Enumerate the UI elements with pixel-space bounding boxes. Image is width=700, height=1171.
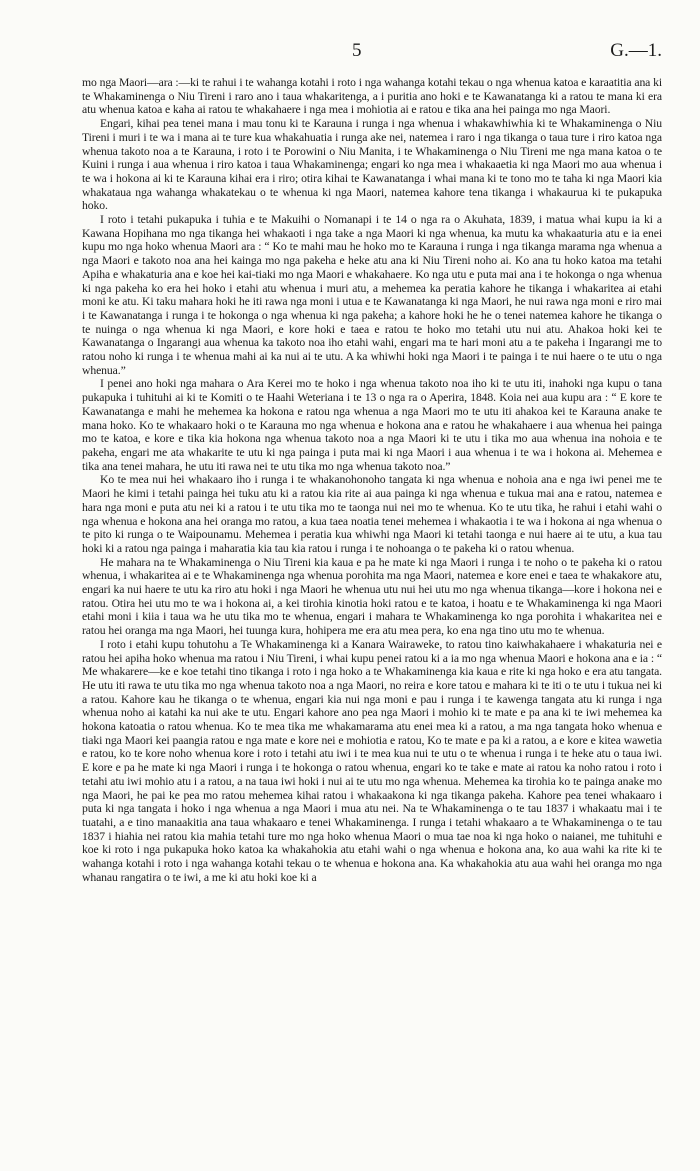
- page-header: [82, 36, 662, 76]
- body-text: [82, 76, 662, 884]
- paragraph: Ko te mea nui hei whakaaro iho i runga i te whakanohonoho tangata ki nga whenua e nohoia ana e nga iwi penei me te Maori he kimi i tetahi painga hei tuku atu ki a ratou kia rite ai aua painga ki nga whenua e tukua mai ana e ratou, natemea e hara nga moni e puta atu nei ki a ratou i te utu tika mo te taonga nui nei mo te whenua. Ko te utu tika, he rahui i etahi wahi o nga whenua e hokona ana hei oranga mo ratou, a kua taea noatia tenei mehemea i whakaotia i te wa i hokona ai nga whenua o te pito ki runga o te Waipounamu. Mehemea i peratia kua whiwhi nga Maori ki tetahi taonga e nui haere ai te utu, a kua tau hoki ki a ratou nga painga i maharatia kia tau kia ratou i runga i te nohoanga o te pakeha ki o ratou whenua.: [82, 473, 662, 555]
- page-number: 5: [352, 40, 362, 61]
- paragraph: I roto i etahi kupu tohutohu a Te Whakaminenga ki a Kanara Wairaweke, to ratou tino kaiwhakahaere i whakaturia nei e ratou hei apiha hoko whenua ma ratou i Niu Tireni, i whai kupu penei ratou ki a ia mo nga whenua Maori e hokona ana e ia : “ Me whakarere—ke e koe tetahi tino tikanga i roto i nga hoko a te Whakaminenga kia kaua e rite ki nga hoko e era atu tangata. He utu iti rawa te utu tika mo nga whenua takoto noa a nga Maori, no reira e kore tatou e mahara ki te iti o te utu i tukua nei ki a ratou. Kahore kau he tikanga o te whenua, engari kia nui nga moni e pau i runga i te kawenga tangata atu ki runga i nga whenua noho ai katahi ka nui ake te utu. Engari kahore ano pea nga Maori i mohio ki te mate e pa ana ki te iwi mehemea ka hokona katoatia o ratou whenua. Ko te mea tika me whakamarama atu enei mea ki a ratou, a ma nga tangata hoko whenua e tiaki nga Maori kei paangia ratou e nga mate e kore nei e mohiotia e ratou, Ko te mate e pa ki a ratou, a e kore e kitea wawetia e ratou, ko te kore noho whenua kore i roto i tetahi atu iwi i te mea kua nui te utu o te whenua i runga i te heke atu o taua iwi. E kore e pa he mate ki nga Maori i runga i te hokonga o ratou whenua, engari ko te take e mate ai ratou ka noho ratou i roto i tetahi atu iwi mohio atu i a ratou, a na taua iwi hoki i nui ai te utu mo nga whenua. Mehemea ka tirohia ko te painga anake mo nga Maori, he pai ke pea mo ratou mehemea kihai ratou i whakaakona ki nga tikanga pakeha. Kahore pea tenei whakaaro i puta ki nga tangata i hoko i nga whenua a nga Maori i mua atu nei. Na te Whakaminenga o te tau 1837 i whakaatu mai i te tuatahi, a e tino manaakitia ana taua whakaaro e tenei Whakaminenga. I runga i tetahi whakaaro a te Whakaminenga o te tau 1837 i hiahia nei ratou kia mahia tetahi ture mo nga hoko whenua Maori o mua tae noa ki nga hoko o naianei, me tuhituhi e koe ki roto i nga pukapuka hoko katoa ka whakahokia atu etahi wahi o nga whenua e hokona ana, ko aua wahi ka rite ki te wahanga kotahi i roto i nga wahanga kotahi tekau o te whenua e hokona ana. Ka whakahokia atu aua wahi hei oranga mo nga whanau rangatira o te iwi, a me ki atu hoki koe ki a: [82, 637, 662, 884]
- document-reference: G.—1.: [610, 40, 662, 61]
- paragraph: I roto i tetahi pukapuka i tuhia e te Makuihi o Nomanapi i te 14 o nga ra o Akuhata, 1839, i matua whai kupu ia ki a Kawana Hopihana mo nga tikanga hei whakaoti i nga take a nga Maori ki nga whenua, ka mutu ka whakaaturia atu e ia enei kupu mo nga hoko whenua Maori ara : “ Ko te mahi mau he hoko mo te Karauna i runga i nga tikanga marama nga whenua a nga Maori e takoto noa ana hei kainga mo nga pakeha e heke atu ana ki Niu Tireni noho ai. Ko ana tu hoko katoa ma tetahi Apiha e whakaturia ana e koe hei kai-tiaki mo nga Maori e whakahaere. Ko nga utu e puta mai ana i te hokonga o nga whenua ki nga pakeha ko era hei hoko i etahi atu whenua i muri atu, a mehemea ka peratia kahore he tikanga i whakaritea ai etahi moni ke atu. Ki taku mahara hoki he iti rawa nga moni i utua e te Kawanatanga ki nga Maori, he nui rawa nga moni e riro mai i te Kawanatanga i runga i te hokonga o nga whenua ki nga pakeha; a kahore hoki he he o tenei natemea kahore he tikanga o te nuinga o nga whenua ki nga Maori, e kore hoki e taea e ratou te hoko mo tetahi utu nui atu. Ahakoa hoki kei te Kawanatanga o Ingarangi aua whenua ka takoto noa iho etahi wahi, engari ma te hari moni atu a te pakeha i Ingarangi me to ratou noho ki runga i te whenua mahi ai ka nui ai te utu. A ka whiwhi hoki nga Maori i te painga i te nui haere o te utu o nga whenua.”: [82, 213, 662, 377]
- paragraph: mo nga Maori—ara :—ki te rahui i te wahanga kotahi i roto i nga wahanga kotahi tekau o nga whenua katoa e karaatitia ana ki te Whakaminenga o Niu Tireni i raro ano i taua whakaritenga, a i puritia ano hoki e te Kawanatanga ki a ratou te mana ki era atu whenua katoa e kaha ai ratou te whakahaere i nga mea i mohiotia ai e ratou e tika ana hei painga mo nga Maori.: [82, 76, 662, 117]
- paragraph: I penei ano hoki nga mahara o Ara Kerei mo te hoko i nga whenua takoto noa iho ki te utu iti, inahoki nga kupu o tana pukapuka i tuhituhi ai ki te Komiti o te Haahi Weteriana i te 13 o nga ra o Aperira, 1848. Koia nei aua kupu ara : “ E kore te Kawanatanga e mahi he mehemea ka hokona e ratou nga whenua a nga Maori mo te utu iti ahakoa kei te Karauna anake te mana hoko. Ko te whakaaro hoki o te Karauna mo nga whenua e hokona ana e ratou he whakahaere i aua whenua hei painga mo te katoa, e kore e tika kia hokona nga whenua takoto noa a nga Maori ki te utu i tika mo aua whenua ina nohoia e te pakeha, engari me ata whakarite te utu ki nga painga i puta mai ki nga Maori i aua whenua i te wa i hokona ai. Mehemea e tika ana tenei mahara, he utu iti rawa nei te utu tika mo nga whenua takoto noa.”: [82, 377, 662, 473]
- paragraph: Engari, kihai pea tenei mana i mau tonu ki te Karauna i runga i nga whenua i whakawhiwhia ki te Whakaminenga o Niu Tireni i muri i te wa i mana ai te ture kua whakahuatia i runga ake nei, natemea i raro i nga tikanga o taua ture i riro katoa nga whenua takoto noa a te Karauna, i roto i te Porowini o Niu Manita, i te Whakaminenga o Niu Tireni me nga mana katoa o te Kuini i runga i aua whenua i riro katoa i taua Whakaminenga; engari ko nga mea i whakaaetia ki nga Maori mo aua whenua i te wa i hokona ai ki te Karauna kihai era i riro; otira kihai te Kawanatanga i whai mana ki te tono mo te taha ki nga Maori kia whakataua nga wahanga whakatekau o te whenua ki nga Maori, natemea kahore tena tikanga i whakaurua ki te pukapuka hoko.: [82, 117, 662, 213]
- paragraph: He mahara na te Whakaminenga o Niu Tireni kia kaua e pa he mate ki nga Maori i runga i te noho o te pakeha ki o ratou whenua, i whakaritea ai e te Whakaminenga nga whenua porohita ma nga Maori, natemea e kore enei e taea te whakakore atu, engari ka nui haere te utu ka riro atu hoki i nga Maori he whenua utu nui hei utu mo nga whenua tikanga—kore i hokona nei e ratou. Otira hei utu mo te wa i hokona ai, a kei tirohia kinotia hoki ratou e te katoa, i hoatu e te Whakaminenga ki nga Maori etahi moni i kiia i taua wa he utu tika mo te whenua, engari i mahara te Whakaminenga ko nga porohita i whakaritea nei e ratou hei oranga ma nga Maori, hei tuunga kura, hohipera me era atu mea pera, ko ena nga tino utu mo te whenua.: [82, 555, 662, 638]
